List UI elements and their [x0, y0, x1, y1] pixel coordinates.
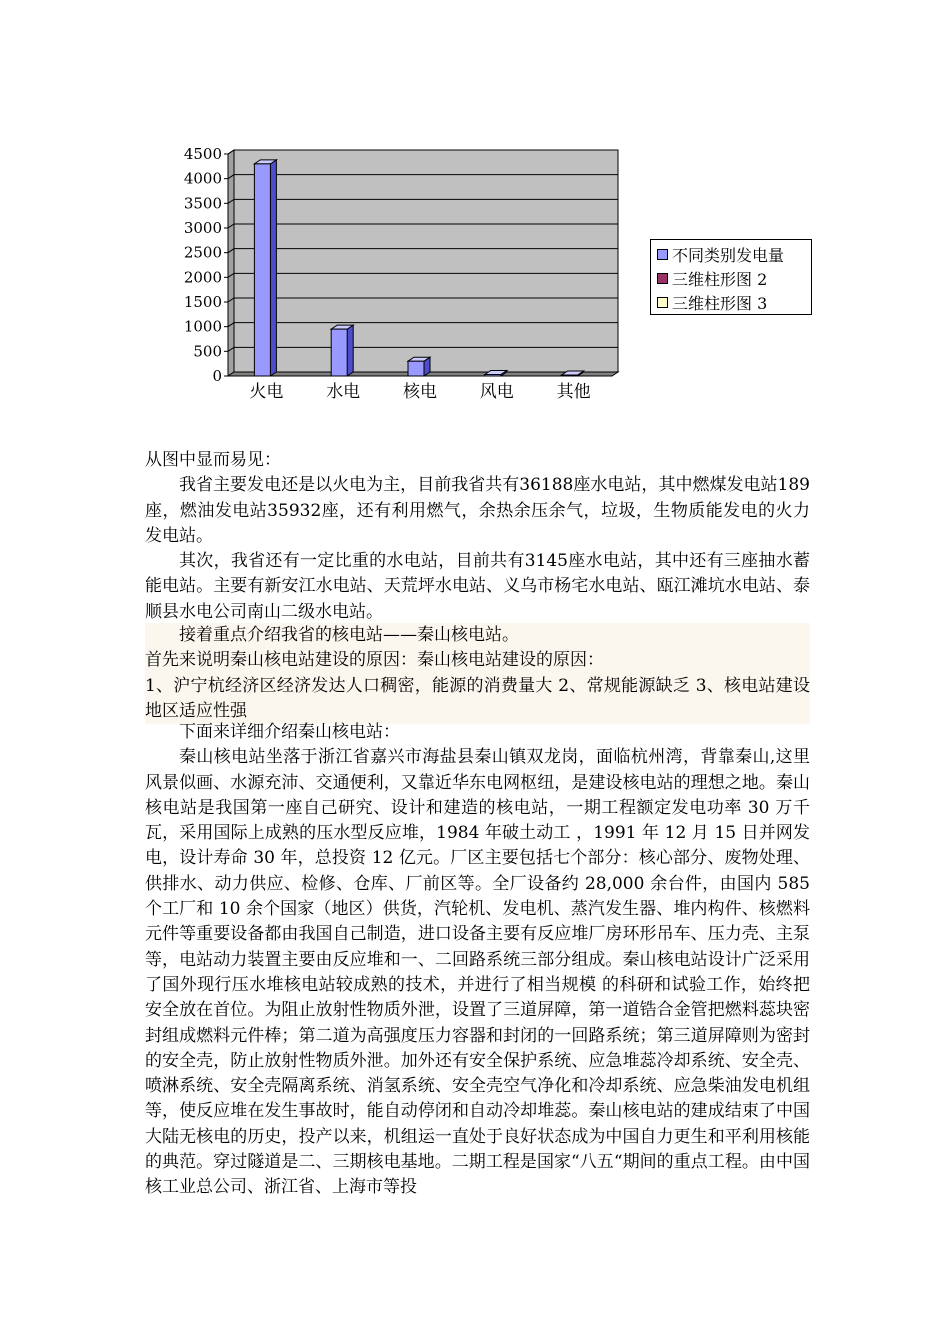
paragraph-detail-intro: 下面来详细介绍秦山核电站：	[179, 722, 400, 742]
paragraph-reasons-heading: 首先来说明秦山核电站建设的原因：秦山核电站建设的原因：	[145, 650, 604, 671]
nuclear-reasons-section	[145, 623, 810, 724]
intro-line: 从图中显而易见：	[145, 450, 281, 470]
qinshan-detail-section	[145, 720, 810, 1201]
chart-back-wall	[228, 150, 618, 376]
bar-chart-svg	[170, 140, 650, 420]
x-tick-label: 核电	[403, 382, 437, 402]
paragraph-hydro: 其次，我省还有一定比重的水电站，目前共有3145座水电站，其中还有三座抽水蓄能电站。主要有新安江水电站、天荒坪水电站、义乌市杨宅水电站、瓯江滩坑水电站、泰顺县水电公司南山二级水电站。	[145, 551, 810, 622]
y-tick-label: 3000	[183, 219, 222, 237]
legend-swatch-1	[657, 249, 668, 260]
y-tick-label: 2500	[183, 243, 222, 262]
legend-entry	[657, 290, 811, 314]
y-tick-label: 2000	[183, 268, 222, 287]
y-tick-label: 500	[193, 342, 222, 361]
x-tick-label: 火电	[249, 382, 284, 402]
paragraph-nuclear-intro: 接着重点介绍我省的核电站——秦山核电站。	[179, 625, 519, 645]
x-tick-label: 风电	[479, 382, 514, 402]
legend-label-2: 三维柱形图 2	[672, 269, 768, 289]
paragraph-thermal: 我省主要发电还是以火电为主，目前我省共有36188座水电站，其中燃煤发电站189座，燃油发电站35932座，还有利用燃气，余热余压余气，垃圾，生物质能发电的火力发电站。	[145, 475, 810, 546]
paragraph-qinshan-detail: 秦山核电站坐落于浙江省嘉兴市海盐县秦山镇双龙岗，面临杭州湾，背靠秦山,这里风景似画、水源充沛、交通便利，又靠近华东电网枢纽，是建设核电站的理想之地。秦山核电站是我国第一座自己研究、设计和建造的核电站，一期工程额定发电功率 30 万千瓦，采用国际上成熟的压水型反应堆，1984 年破土动工 ，1991 年 12 月 15 日并网发电，设计寿命 30 年，总投资 12 亿元。厂区主要包括七个部分：核心部分、废物处理、供排水、动力供应、检修、仓库、厂前区等。全厂设备约 28,000 余台件，由国内 585 个工厂和 10 余个国家（地区）供货，汽轮机、发电机、蒸汽发生器、堆内构件、核燃料元件等重要设备都由我国自己制造，进口设备主要有反应堆厂房环形吊车、压力壳、主泵等，电站动力装置主要由反应堆和一、二回路系统三部分组成。秦山核电站设计广泛采用了国外现行压水堆核电站较成熟的技术，并进行了相当规模 的科研和试验工作，始终把安全放在首位。为阻止放射性物质外泄，设置了三道屏障，第一道锆合金管把燃料蕊块密封组成燃料元件棒；第二道为高强度压力容器和封闭的一回路系统；第三道屏障则为密封的安全壳，防止放射性物质外泄。加外还有安全保护系统、应急堆蕊冷却系统、安全壳、喷淋系统、安全壳隔离系统、消氢系统、安全壳空气净化和冷却系统、应急柴油发电机组等，使反应堆在发生事故时，能自动停闭和自动冷却堆蕊。秦山核电站的建成结束了中国大陆无核电的历史，投产以来，机组运一直处于良好状态成为中国自力更生和平利用核能的典范。穿过隧道是二、三期核电基地。二期工程是国家“八五“期间的重点工程。由中国核工业总公司、浙江省、上海市等投	[145, 747, 810, 1198]
y-tick-label: 4000	[183, 169, 222, 188]
generation-chart	[170, 140, 830, 420]
y-tick-label: 1000	[183, 317, 222, 336]
x-tick-label: 其他	[556, 382, 591, 402]
y-tick-label: 3500	[183, 194, 222, 213]
legend-swatch-2	[657, 273, 668, 284]
legend-label-1: 不同类别发电量	[672, 245, 785, 265]
y-tick-label: 4500	[183, 145, 222, 163]
chart-side-wall	[228, 150, 234, 376]
bar-3	[408, 361, 424, 376]
legend-entry	[657, 266, 811, 290]
chart-legend	[650, 239, 812, 315]
bar-2	[331, 329, 347, 376]
paragraph-reasons-list: 1、沪宁杭经济区经济发达人口稠密，能源的消费量大 2、常规能源缺乏 3、核电站建设地区适应性强	[145, 675, 810, 721]
bar-5	[562, 375, 578, 376]
legend-entry	[657, 242, 811, 266]
legend-label-3: 三维柱形图 3	[672, 293, 768, 313]
legend-swatch-3	[657, 297, 668, 308]
y-tick-label: 0	[212, 367, 222, 385]
bar-1	[254, 164, 270, 376]
x-tick-label: 水电	[326, 382, 361, 402]
intro-section	[145, 448, 810, 625]
y-tick-label: 1500	[183, 293, 222, 311]
bar-4	[485, 375, 501, 376]
